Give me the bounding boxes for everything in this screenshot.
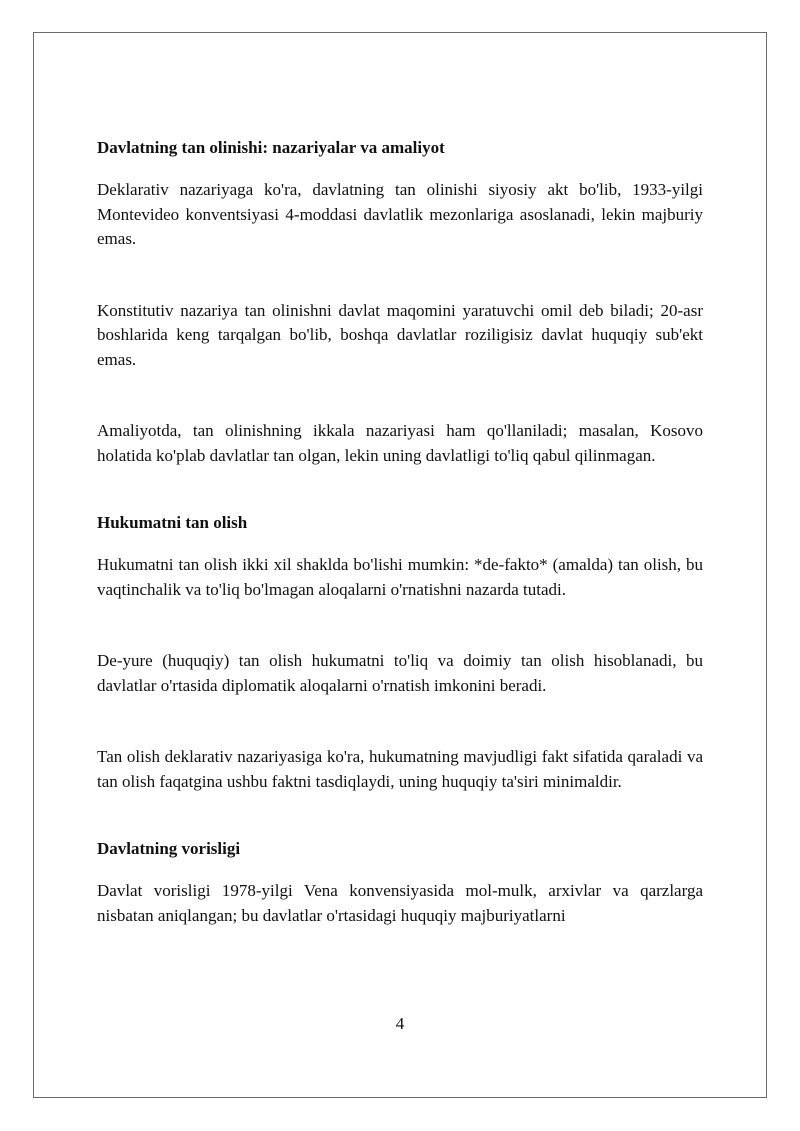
section-heading-recognition-of-governments: Hukumatni tan olish — [97, 513, 248, 532]
paragraph-practice-kosovo: Amaliyotda, tan olinishning ikkala nazariyasi ham qo'llaniladi; masalan, Kosovo holatida ko'plab davlatlar tan olgan, lekin uning davlatligi to'liq qabul qilinmagan. — [97, 421, 703, 465]
paragraph-declarative-government: Tan olish deklarativ nazariyasiga ko'ra, hukumatning mavjudligi fakt sifatida qaraladi va tan olish faqatgina ushbu faktni tasdiqlaydi, uning huquqiy ta'siri minimaldir. — [97, 747, 703, 791]
section-heading-state-succession: Davlatning vorisligi — [97, 839, 241, 858]
page-number: 4 — [395, 1014, 405, 1033]
section-heading-recognition-of-states: Davlatning tan olinishi: nazariyalar va amaliyot — [97, 138, 445, 157]
paragraph-vienna-convention: Davlat vorisligi 1978-yilgi Vena konvensiyasida mol-mulk, arxivlar va qarzlarga nisbatan aniqlangan; bu davlatlar o'rtasidagi huquqiy majburiyatlarni — [97, 881, 703, 925]
paragraph-de-facto: Hukumatni tan olish ikki xil shaklda bo'lishi mumkin: *de-fakto* (amalda) tan olish, bu vaqtinchalik va to'liq bo'lmagan aloqalarni o'rnatishni nazarda tutadi. — [97, 555, 703, 599]
paragraph-constitutive-theory: Konstitutiv nazariya tan olinishni davlat maqomini yaratuvchi omil deb biladi; 20-asr boshlarida keng tarqalgan bo'lib, boshqa davlatlar roziligisiz davlat huquqiy sub'ekt emas. — [97, 300, 703, 369]
document-body — [97, 136, 703, 928]
paragraph-declarative-theory: Deklarativ nazariyaga ko'ra, davlatning tan olinishi siyosiy akt bo'lib, 1933-yilgi Montevideo konventsiyasi 4-moddasi davlatlik mezonlariga asoslanadi, lekin majburiy emas. — [97, 180, 703, 248]
paragraph-de-jure: De-yure (huquqiy) tan olish hukumatni to'liq va doimiy tan olish hisoblanadi, bu davlatlar o'rtasida diplomatik aloqalarni o'rnatish imkonini beradi. — [97, 651, 703, 695]
